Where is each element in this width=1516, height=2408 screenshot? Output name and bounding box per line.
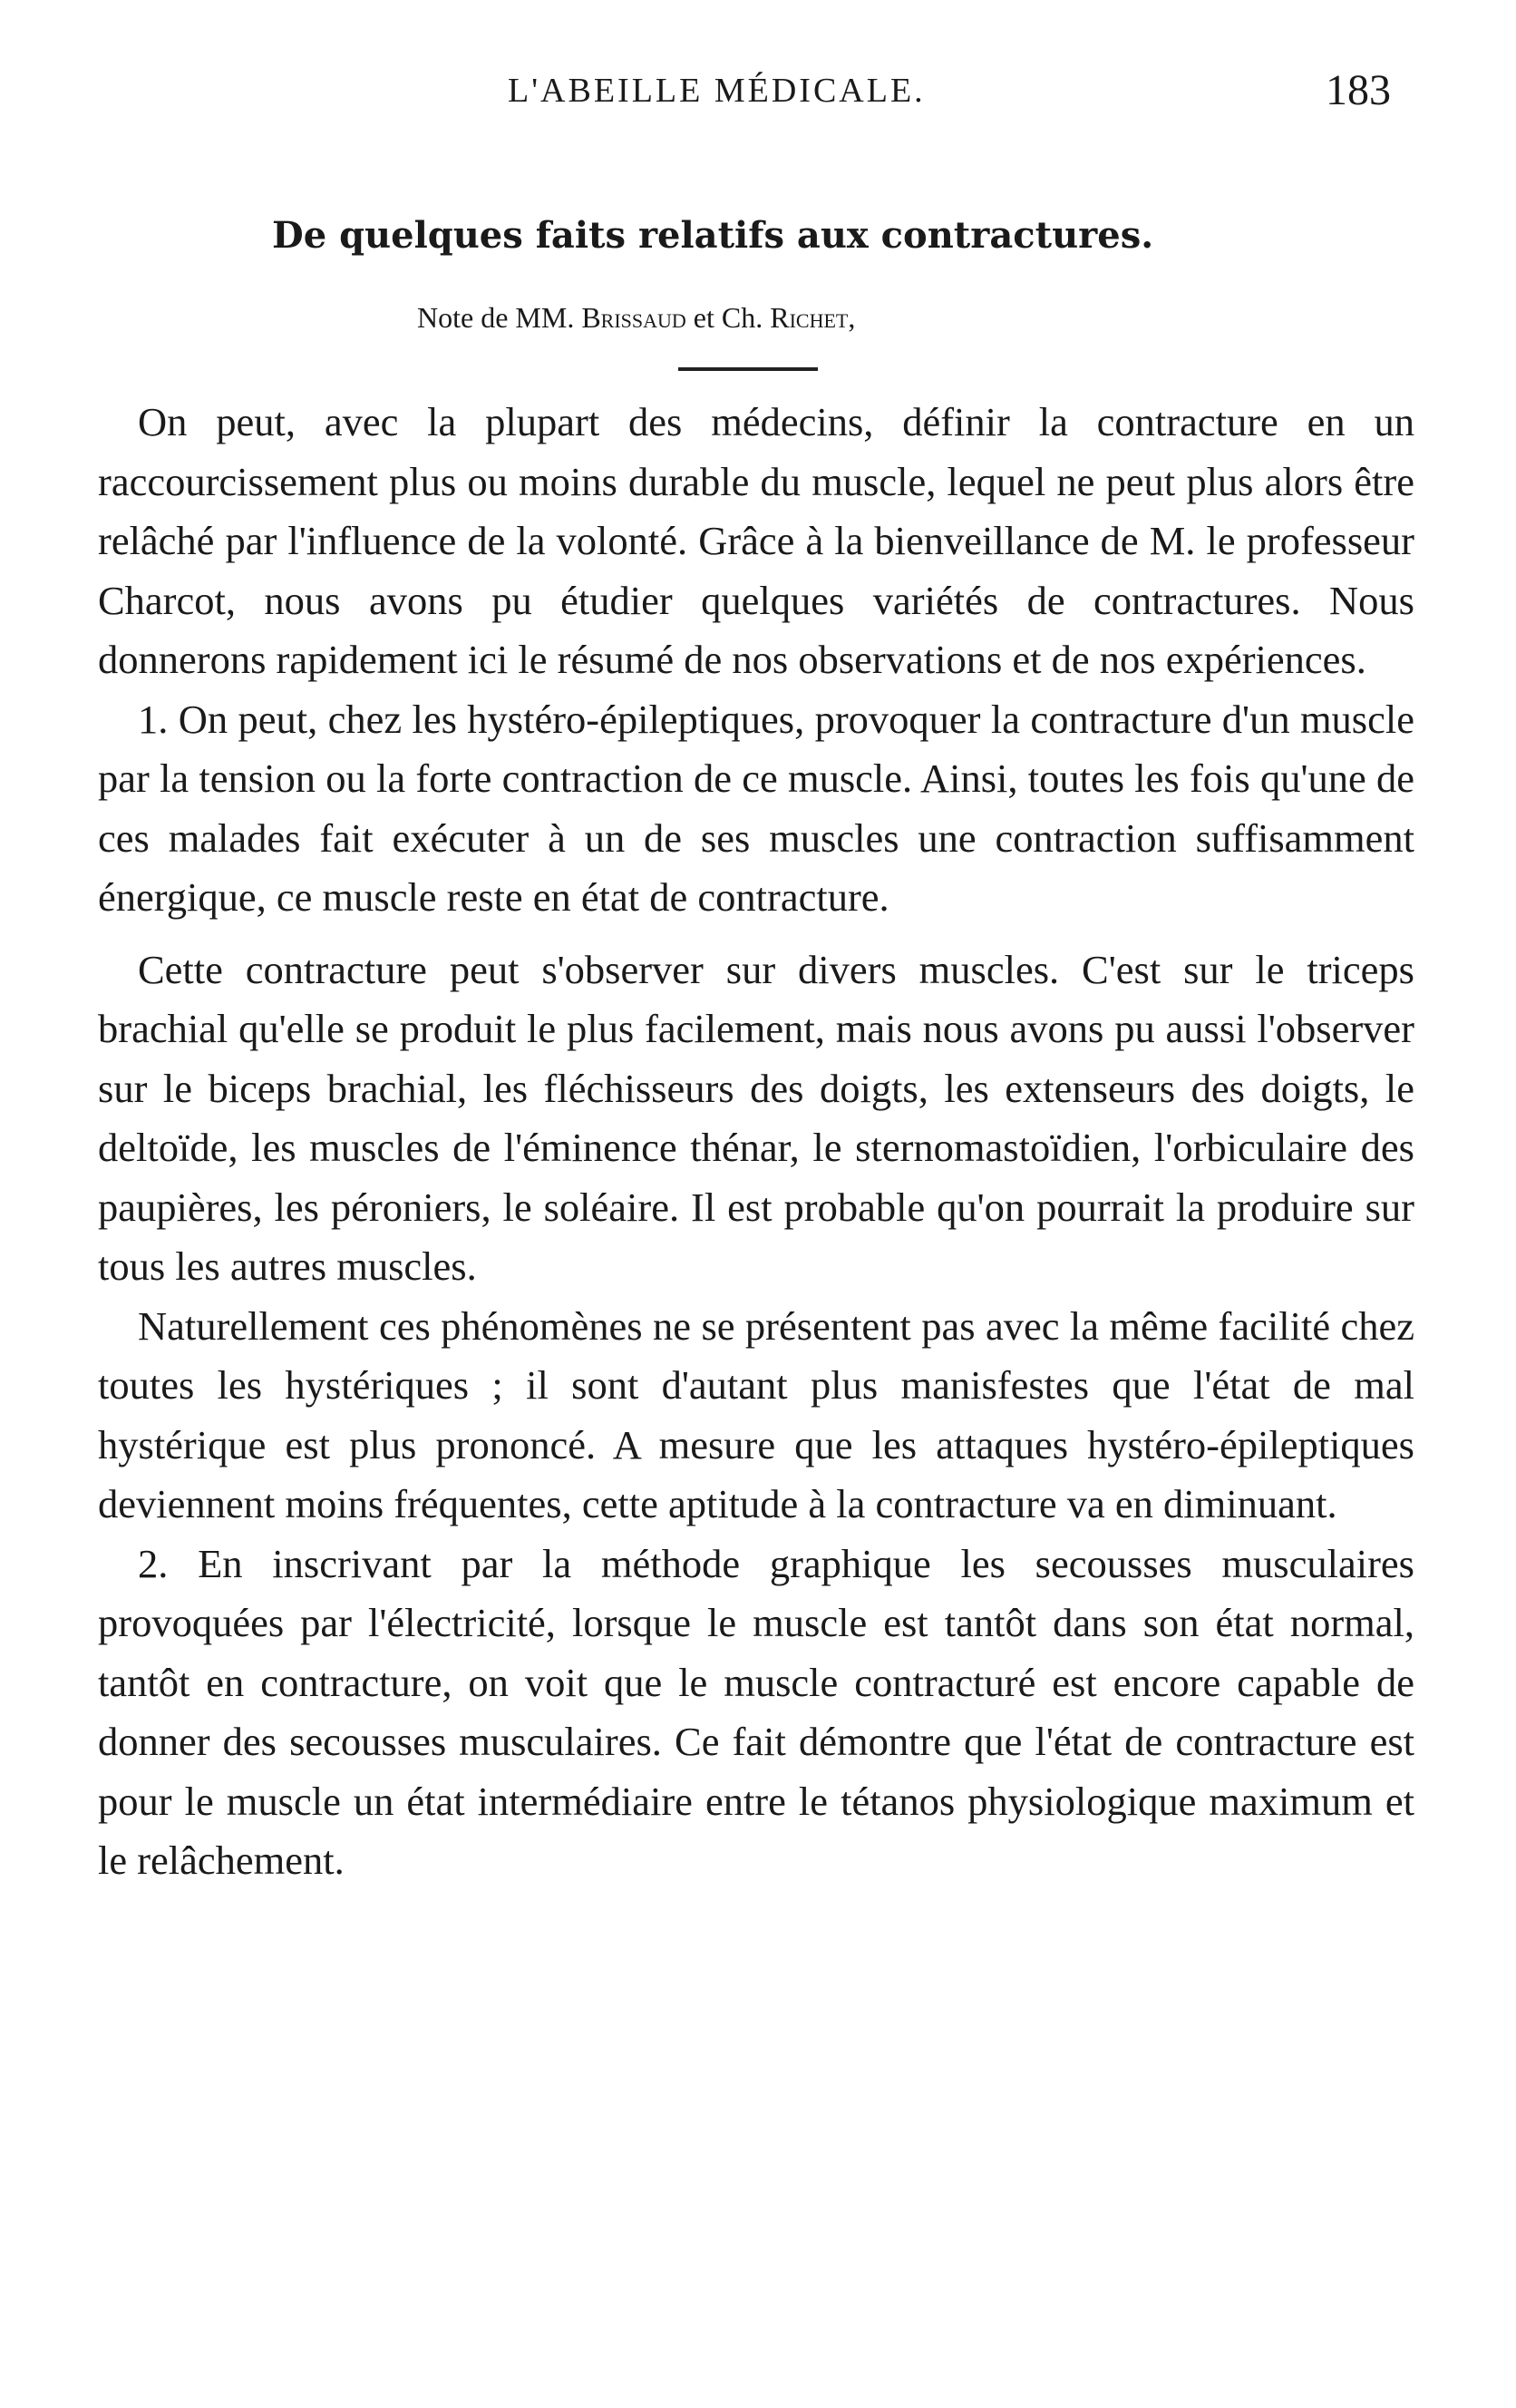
paragraph-muscles: Cette contracture peut s'observer sur divers muscles. C'est sur le triceps brachial qu'elle se produit le plus facilement, mais nous avons pu aussi l'observer sur le biceps brachial, les fléchisseurs des doigts, les extenseurs des doigts, le deltoïde, les muscles de l'éminence thénar, le sternomastoïdien, l'orbiculaire des paupières, les péroniers, le soléaire. Il est probable qu'on pourrait la produire sur tous les autres muscles.	[98, 946, 1414, 1289]
article-body	[98, 393, 1414, 1891]
section-rule	[678, 367, 818, 371]
paragraph-intro: On peut, avec la plupart des médecins, définir la contracture en un raccourcissement plus ou moins durable du muscle, lequel ne peut plus alors être relâché par l'influence de la volonté. Grâce à la bienveillance de M. le professeur Charcot, nous avons pu étudier quelques variétés de contractures. Nous donnerons rapidement ici le résumé de nos observations et de nos expériences.	[98, 399, 1414, 682]
author-richet: Richet	[770, 301, 849, 334]
byline-mid: et Ch.	[685, 301, 771, 334]
paragraph-hysterics: Naturellement ces phénomènes ne se présentent pas avec la même facilité chez toutes les hystériques ; il sont d'autant plus manisfestes que l'état de mal hystérique est plus prononcé. A mesure que les attaques hystéro-épileptiques deviennent moins fréquentes, cette aptitude à la contracture va en diminuant.	[98, 1302, 1414, 1526]
page-number: 183	[1326, 66, 1391, 114]
paragraph-point-1: 1. On peut, chez les hystéro-épileptiques, provoquer la contracture d'un muscle par la tension ou la forte contraction de ce muscle. Ainsi, toutes les fois qu'une de ces malades fait exécuter à un de ses muscles une contraction suffisamment énergique, ce muscle reste en état de contracture.	[98, 696, 1414, 920]
paragraph-point-2: 2. En inscrivant par la méthode graphique les secousses musculaires provoquées par l'électricité, lorsque le muscle est tantôt dans son état normal, tantôt en contracture, on voit que le muscle contracturé est encore capable de donner des secousses musculaires. Ce fait démontre que l'état de contracture est pour le muscle un état intermédiaire entre le tétanos physiologique maximum et le relâchement.	[98, 1540, 1414, 1883]
byline-prefix: Note de MM.	[417, 301, 582, 334]
author-brissaud: Brissaud	[581, 301, 686, 334]
running-head: L'ABEILLE MÉDICALE.	[508, 72, 926, 110]
byline-suffix: ,	[848, 301, 856, 334]
article-title: De quelques faits relatifs aux contractures.	[272, 214, 1154, 257]
byline	[417, 301, 855, 335]
